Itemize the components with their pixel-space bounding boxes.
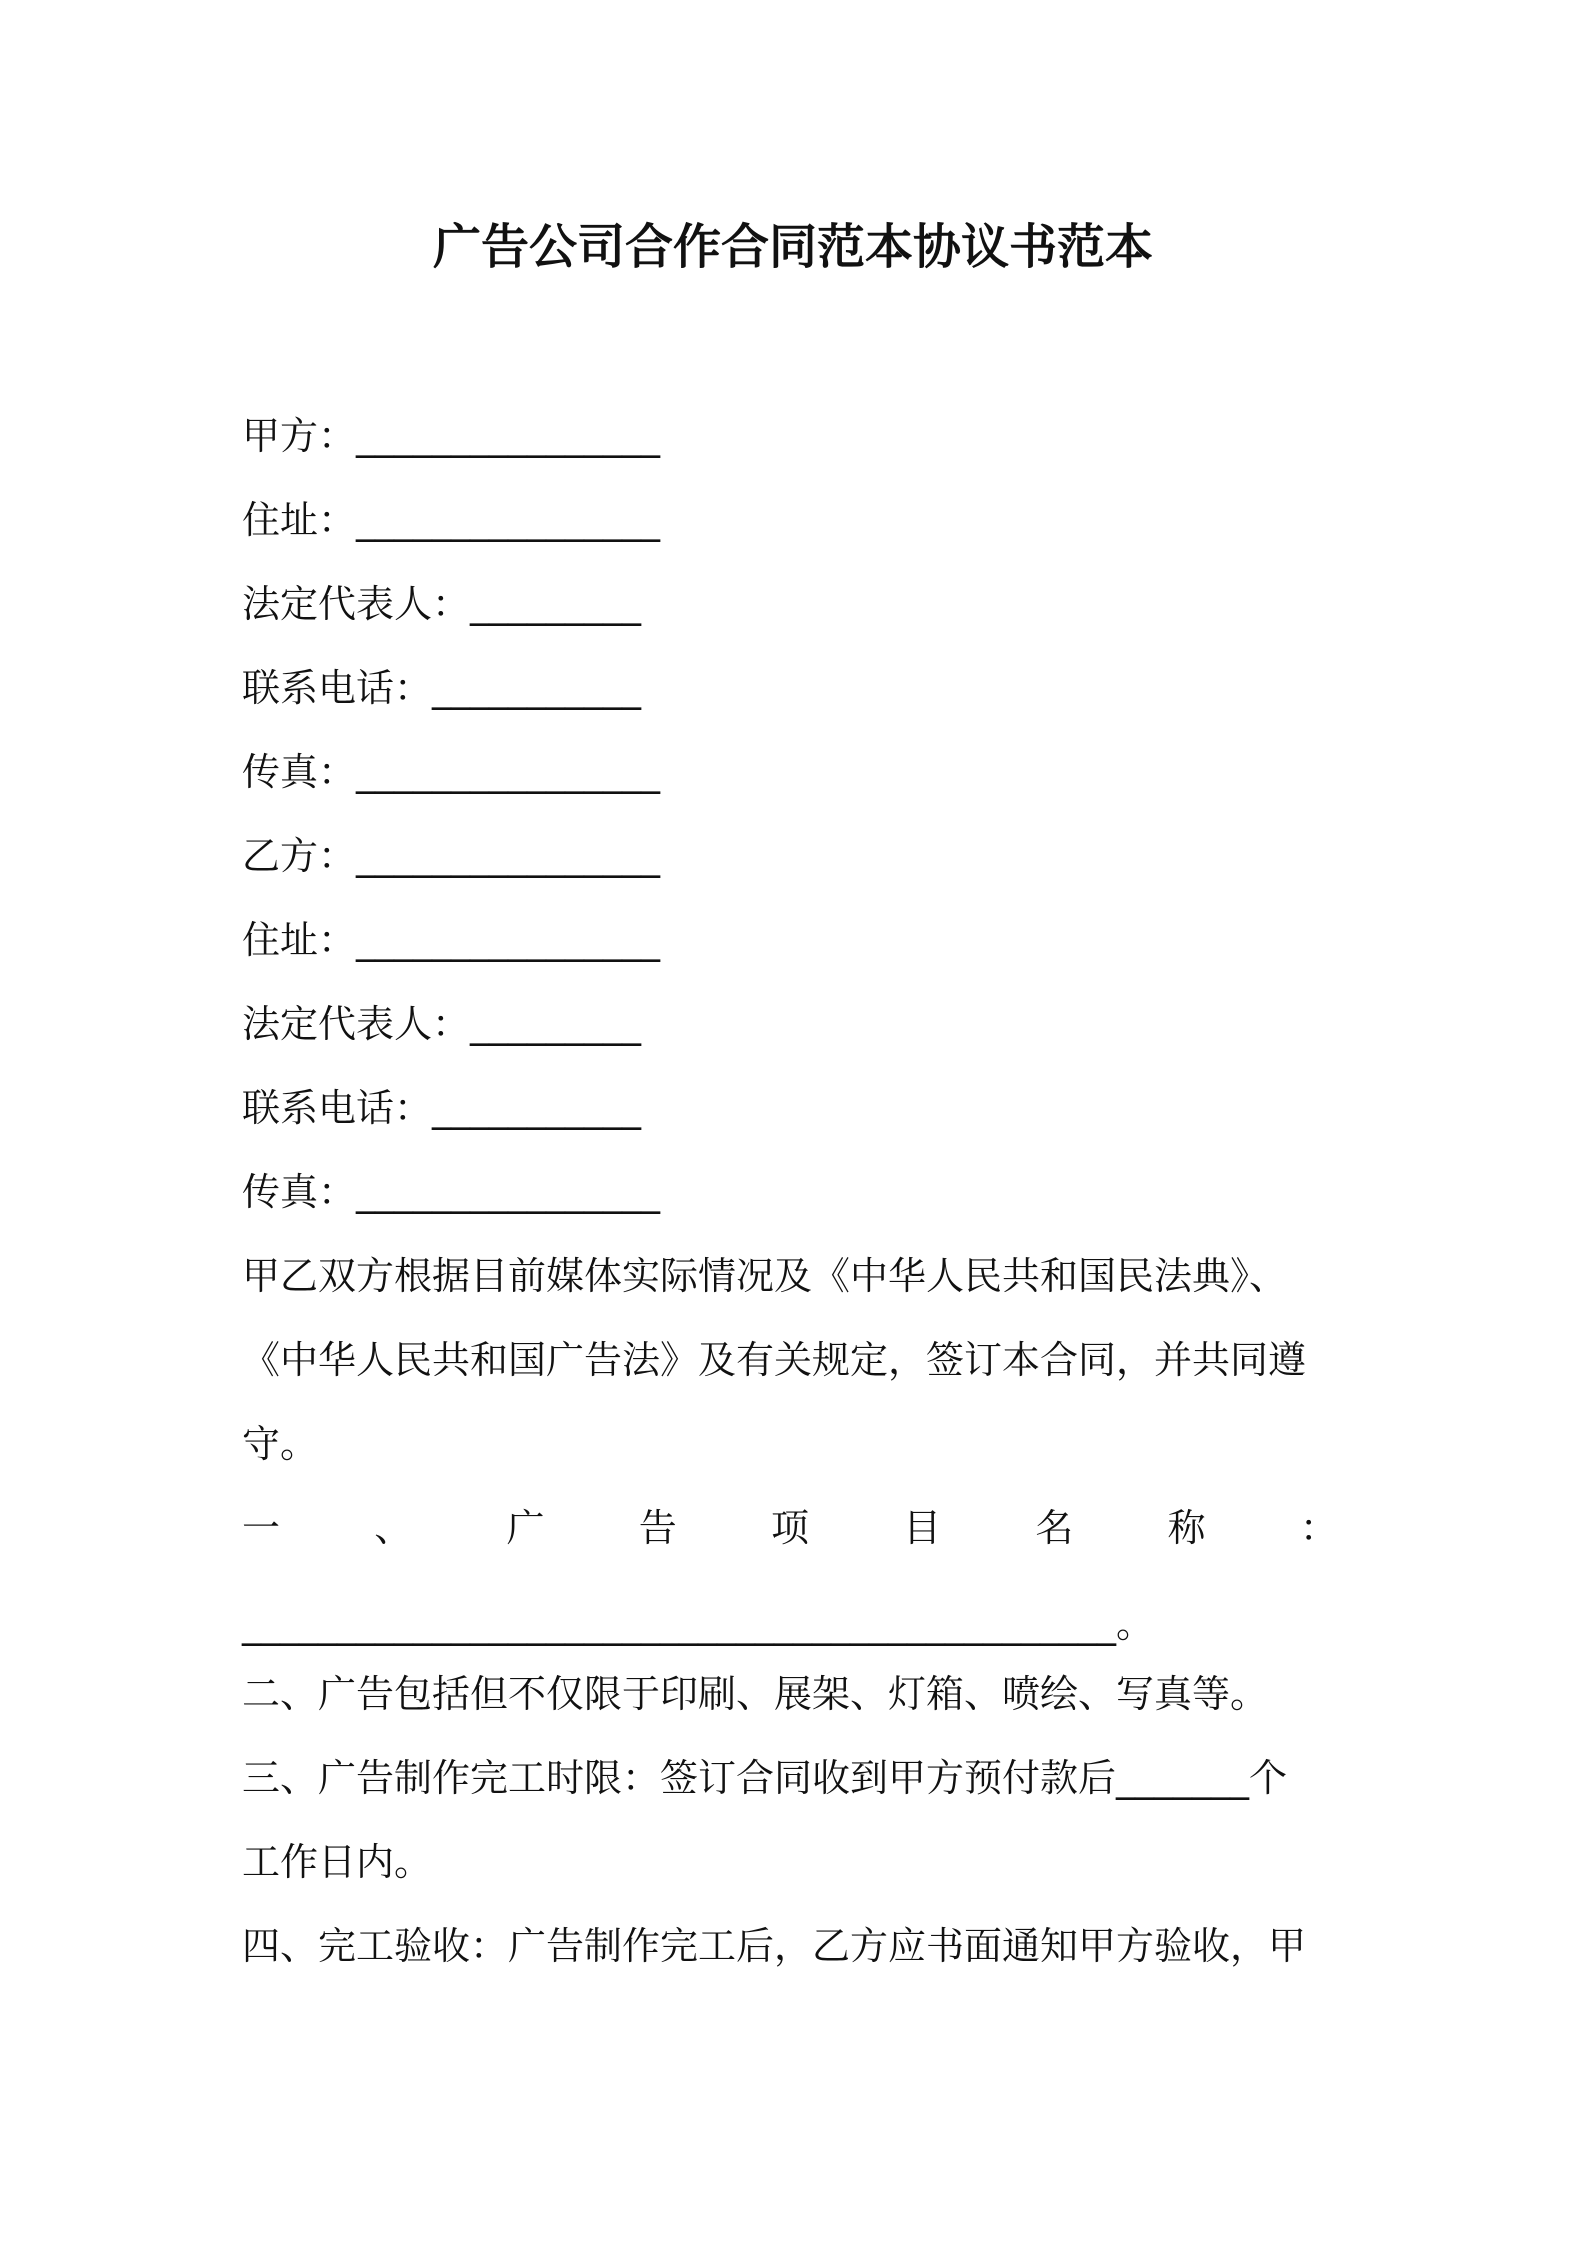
party-b-fax-field: 传真：________________ bbox=[242, 1170, 661, 1214]
clause-1-char: 称 bbox=[1167, 1506, 1206, 1550]
clause-3-line-2: 工作日内。 bbox=[242, 1840, 433, 1884]
clause-1-char: ： bbox=[1299, 1506, 1338, 1550]
party-a-name-field: 甲方：________________ bbox=[242, 414, 661, 458]
clause-1-char: 、 bbox=[374, 1506, 413, 1550]
party-a-address-field: 住址：________________ bbox=[242, 498, 661, 542]
clause-1-char: 一 bbox=[242, 1506, 281, 1550]
preamble-line-1: 甲乙双方根据目前媒体实际情况及《中华人民共和国民法典》、 bbox=[242, 1254, 1288, 1298]
clause-3-line-1: 三、广告制作完工时限：签订合同收到甲方预付款后_______个 bbox=[242, 1756, 1288, 1800]
party-a-fax-field: 传真：________________ bbox=[242, 750, 661, 794]
clause-1-blank: ______________________________________________。 bbox=[242, 1602, 1155, 1646]
clause-2-text: 二、广告包括但不仅限于印刷、展架、灯箱、喷绘、写真等。 bbox=[242, 1672, 1269, 1716]
clause-1-heading bbox=[242, 1500, 1338, 1556]
document-title: 广告公司合作合同范本协议书范本 bbox=[432, 219, 1153, 275]
preamble-line-3: 守。 bbox=[242, 1422, 319, 1466]
clause-1-char: 目 bbox=[903, 1506, 942, 1550]
clause-1-char: 告 bbox=[638, 1506, 677, 1550]
party-b-name-field: 乙方：________________ bbox=[242, 834, 661, 878]
party-b-address-field: 住址：________________ bbox=[242, 918, 661, 962]
clause-1-char: 广 bbox=[506, 1506, 545, 1550]
party-a-legal-rep-field: 法定代表人：_________ bbox=[242, 582, 642, 626]
clause-1-char: 项 bbox=[770, 1506, 809, 1550]
clause-4-text: 四、完工验收：广告制作完工后，乙方应书面通知甲方验收，甲 bbox=[242, 1924, 1307, 1968]
party-b-legal-rep-field: 法定代表人：_________ bbox=[242, 1002, 642, 1046]
party-a-phone-field: 联系电话：___________ bbox=[242, 666, 642, 710]
party-b-phone-field: 联系电话：___________ bbox=[242, 1086, 642, 1130]
clause-1-char: 名 bbox=[1035, 1506, 1074, 1550]
preamble-line-2: 《中华人民共和国广告法》及有关规定，签订本合同，并共同遵 bbox=[242, 1338, 1307, 1382]
